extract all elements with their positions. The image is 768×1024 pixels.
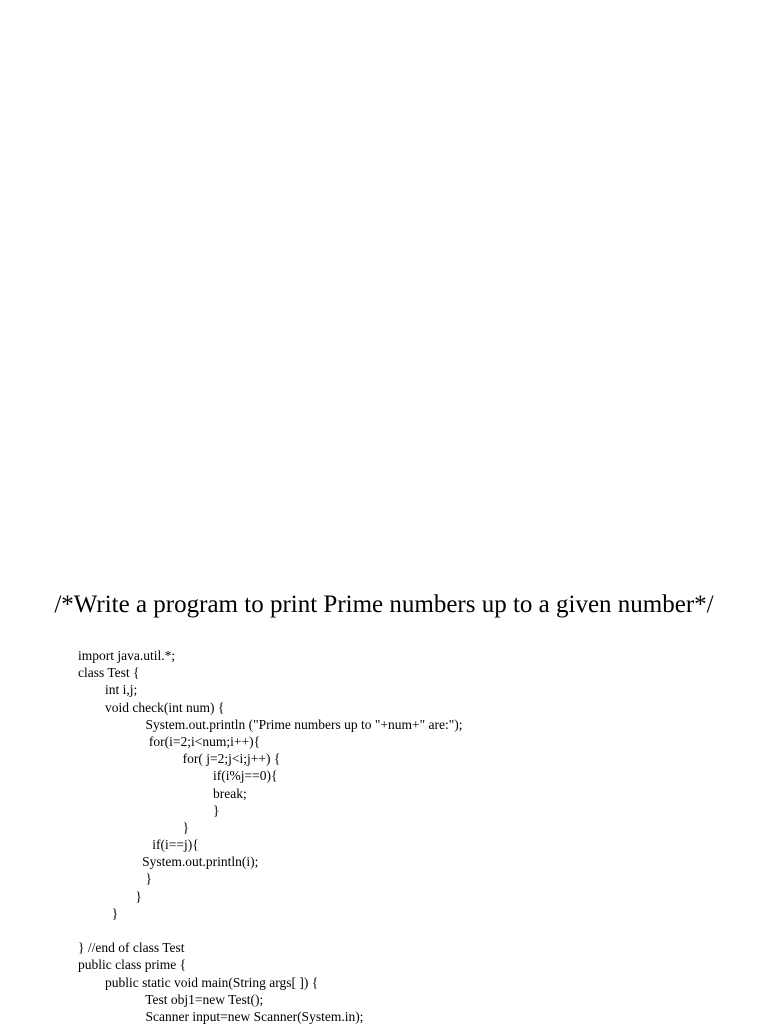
code-line: System.out.println(i); [78,854,259,870]
code-line: class Test { [78,665,140,681]
code-line: } //end of class Test [78,940,185,956]
code-line: if(i%j==0){ [78,768,278,784]
code-line: public static void main(String args[ ]) { [78,974,319,990]
code-line: } [78,802,220,818]
code-line: } [78,871,152,887]
code-line: System.out.println ("Prime numbers up to "+num+" are:"); [78,716,463,732]
code-line: int i,j; [78,682,138,698]
code-line: for( j=2;j<i;j++) { [78,751,281,767]
code-line: public class prime { [78,957,187,973]
code-line: } [78,905,119,921]
document-title: /*Write a program to print Prime numbers up to a given number*/ [54,591,714,618]
code-line: } [78,888,142,904]
code-line: for(i=2;i<num;i++){ [78,733,261,749]
code-line: Test obj1=new Test(); [78,991,264,1007]
code-line: break; [78,785,247,801]
code-line: if(i==j){ [78,837,199,853]
code-line: Scanner input=new Scanner(System.in); [78,1008,364,1024]
code-line: import java.util.*; [78,648,176,663]
code-line [78,922,758,939]
code-listing [78,647,758,1024]
code-line: } [78,819,190,835]
code-line: void check(int num) { [78,699,225,715]
